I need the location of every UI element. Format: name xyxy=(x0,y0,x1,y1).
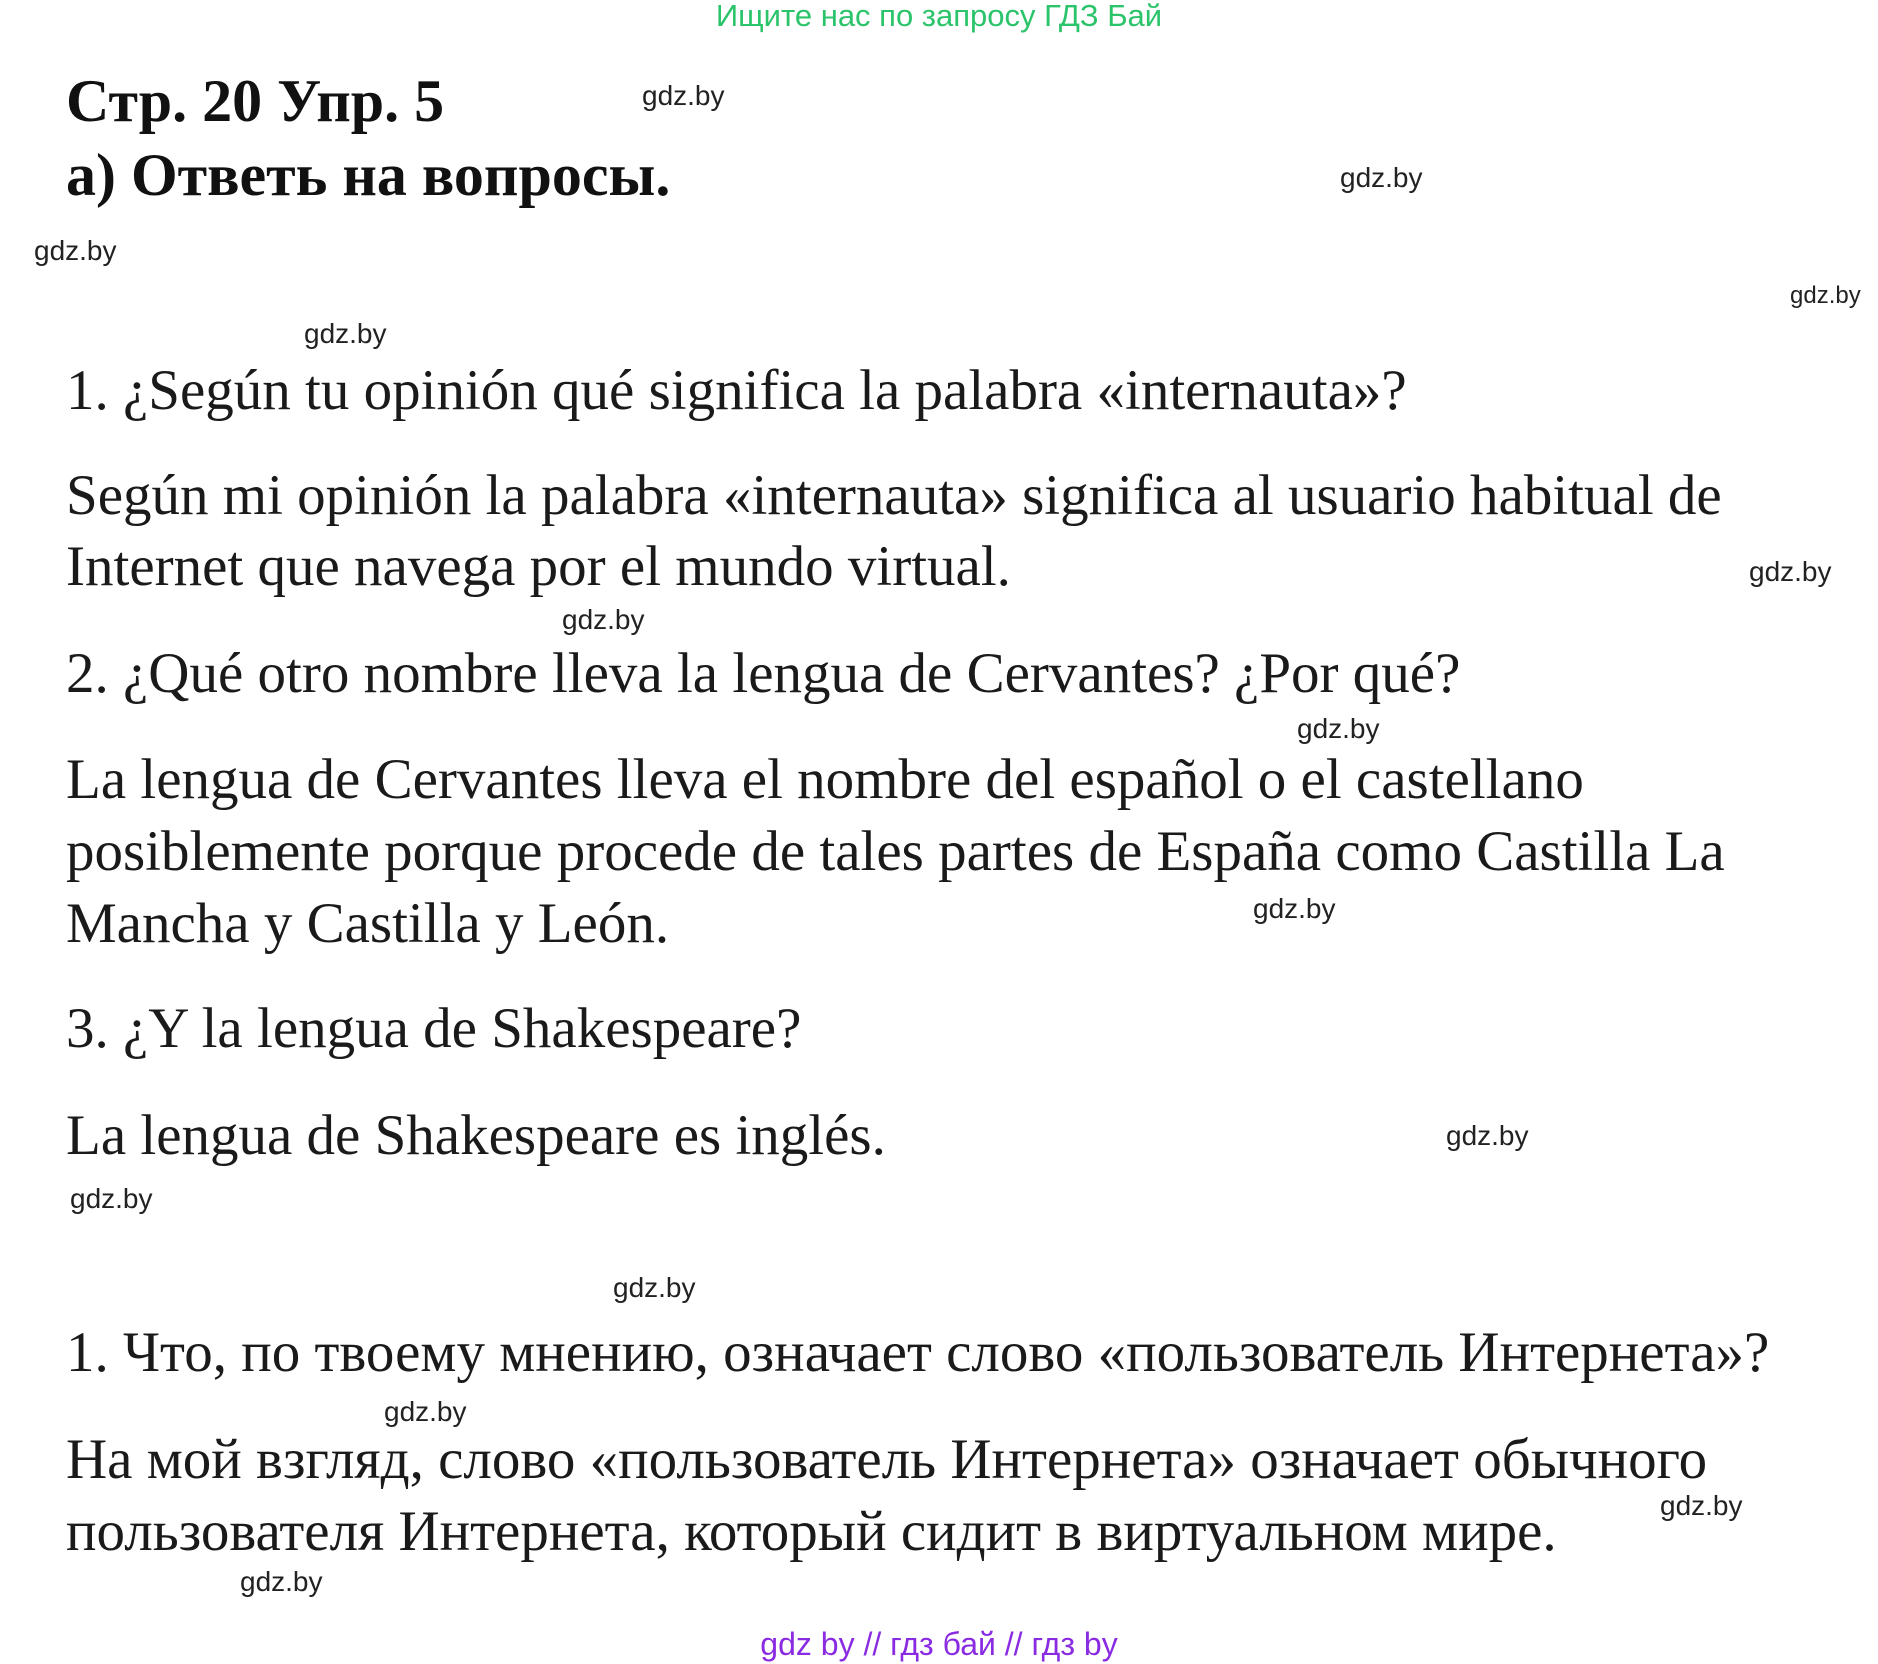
answer-2-line-2: posiblemente porque procede de tales partes de España como Castilla La xyxy=(66,820,1725,883)
watermark: gdz.by xyxy=(1297,713,1380,744)
answer-1-line-2: Internet que navega por el mundo virtual. xyxy=(66,535,1011,598)
page-title: Стр. 20 Упр. 5 xyxy=(66,68,445,134)
answer-3: La lengua de Shakespeare es inglés. xyxy=(66,1104,886,1167)
watermark: gdz.by xyxy=(1446,1120,1529,1151)
answer-1-ru-line-1: На мой взгляд, слово «пользователь Интернета» означает обычного xyxy=(66,1428,1708,1491)
watermark: gdz.by xyxy=(70,1183,153,1214)
top-banner: Ищите нас по запросу ГДЗ Бай xyxy=(715,0,1163,33)
exercise-subtitle: а) Ответь на вопросы. xyxy=(66,142,671,208)
watermark: gdz.by xyxy=(384,1396,467,1427)
question-3: 3. ¿Y la lengua de Shakespeare? xyxy=(66,997,802,1060)
watermark: gdz.by xyxy=(1790,282,1861,309)
answer-1-line-1: Según mi opinión la palabra «internauta» significa al usuario habitual de xyxy=(66,464,1722,527)
answer-2-line-1: La lengua de Cervantes lleva el nombre del español o el castellano xyxy=(66,748,1584,811)
watermark: gdz.by xyxy=(304,318,387,349)
watermark: gdz.by xyxy=(1749,556,1832,587)
watermark: gdz.by xyxy=(642,80,725,111)
watermark: gdz.by xyxy=(34,235,117,266)
watermark: gdz.by xyxy=(240,1566,323,1597)
watermark: gdz.by xyxy=(1340,162,1423,193)
question-2: 2. ¿Qué otro nombre lleva la lengua de Cervantes? ¿Por qué? xyxy=(66,642,1461,705)
answer-2-line-3: Mancha y Castilla y León. xyxy=(66,892,670,955)
footer-watermark: gdz by // гдз бай // гдз by xyxy=(760,1626,1118,1662)
watermark: gdz.by xyxy=(562,604,645,635)
watermark: gdz.by xyxy=(1253,893,1336,924)
watermark: gdz.by xyxy=(1660,1490,1743,1521)
question-1-ru: 1. Что, по твоему мнению, означает слово «пользователь Интернета»? xyxy=(66,1321,1770,1384)
watermark: gdz.by xyxy=(613,1272,696,1303)
question-1: 1. ¿Según tu opinión qué significa la palabra «internauta»? xyxy=(66,359,1407,422)
answer-1-ru-line-2: пользователя Интернета, который сидит в виртуальном мире. xyxy=(66,1500,1557,1563)
